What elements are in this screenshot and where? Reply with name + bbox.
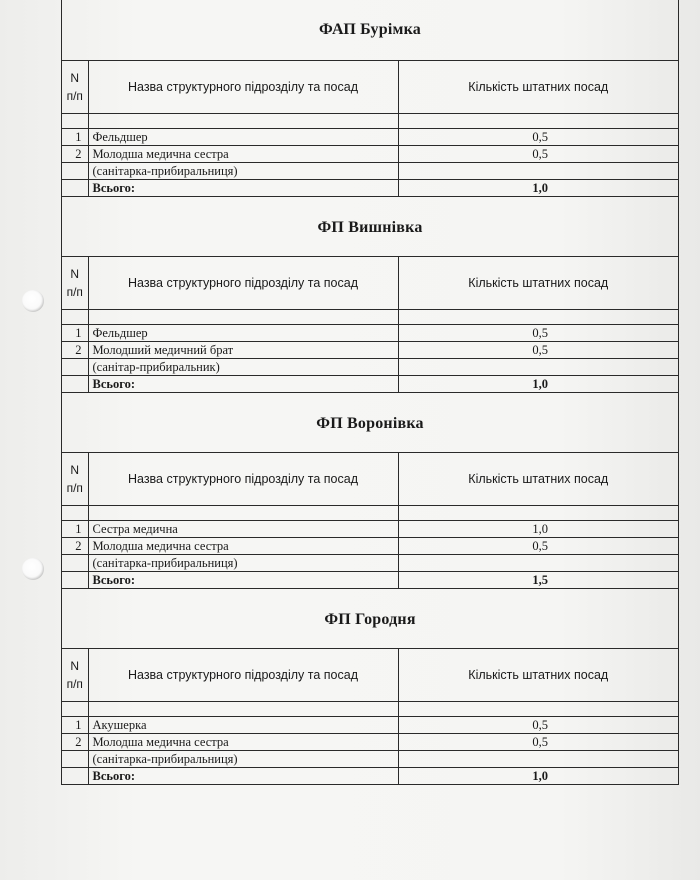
table-row	[62, 129, 678, 146]
total-label: Всього:	[88, 572, 398, 589]
number-column-header: N п/п	[62, 649, 88, 702]
total-row	[62, 768, 678, 785]
row-number: 1	[62, 129, 88, 146]
position-qty: 0,5	[398, 734, 678, 751]
total-row	[62, 376, 678, 393]
row-number: 2	[62, 734, 88, 751]
position-name: Фельдшер	[88, 325, 398, 342]
row-number	[62, 751, 88, 768]
qty-column-header: Кількість штатних посад	[398, 257, 678, 310]
blank-row	[62, 506, 678, 521]
row-number: 2	[62, 342, 88, 359]
section-title: ФП Городня	[62, 588, 678, 649]
position-name: Молодша медична сестра	[88, 146, 398, 163]
table-header-row	[62, 61, 678, 114]
position-name: (санітарка-прибиральниця)	[88, 163, 398, 180]
blank-row	[62, 114, 678, 129]
position-qty: 0,5	[398, 325, 678, 342]
qty-column-header: Кількість штатних посад	[398, 453, 678, 506]
row-number	[62, 359, 88, 376]
staff-table	[62, 453, 678, 588]
table-row	[62, 325, 678, 342]
name-column-header: Назва структурного підрозділу та посад	[88, 453, 398, 506]
table-row	[62, 734, 678, 751]
position-qty	[398, 359, 678, 376]
position-name: Молодша медична сестра	[88, 734, 398, 751]
table-header-row	[62, 257, 678, 310]
table-row	[62, 751, 678, 768]
row-number: 1	[62, 325, 88, 342]
total-label: Всього:	[88, 180, 398, 197]
name-column-header: Назва структурного підрозділу та посад	[88, 61, 398, 114]
row-number: 2	[62, 146, 88, 163]
position-qty	[398, 751, 678, 768]
punch-hole	[22, 290, 44, 312]
position-name: (санітарка-прибиральниця)	[88, 555, 398, 572]
position-name: Сестра медична	[88, 521, 398, 538]
position-qty: 1,0	[398, 521, 678, 538]
position-qty: 0,5	[398, 342, 678, 359]
position-qty: 0,5	[398, 146, 678, 163]
position-name: Фельдшер	[88, 129, 398, 146]
row-number: 2	[62, 538, 88, 555]
table-row	[62, 555, 678, 572]
name-column-header: Назва структурного підрозділу та посад	[88, 257, 398, 310]
table-row	[62, 521, 678, 538]
total-value: 1,5	[398, 572, 678, 589]
position-qty	[398, 555, 678, 572]
qty-column-header: Кількість штатних посад	[398, 61, 678, 114]
position-name: Молодша медична сестра	[88, 538, 398, 555]
punch-hole	[22, 558, 44, 580]
table-row	[62, 717, 678, 734]
staff-table	[62, 257, 678, 392]
staff-table	[62, 649, 678, 784]
table-row	[62, 163, 678, 180]
staff-tables	[61, 0, 679, 785]
position-name: (санітарка-прибиральниця)	[88, 751, 398, 768]
total-value: 1,0	[398, 768, 678, 785]
row-number	[62, 555, 88, 572]
row-number: 1	[62, 717, 88, 734]
total-row	[62, 572, 678, 589]
total-value: 1,0	[398, 180, 678, 197]
position-qty: 0,5	[398, 129, 678, 146]
table-row	[62, 538, 678, 555]
total-label: Всього:	[88, 376, 398, 393]
total-row	[62, 180, 678, 197]
row-number	[62, 163, 88, 180]
position-name: (санітар-прибиральник)	[88, 359, 398, 376]
qty-column-header: Кількість штатних посад	[398, 649, 678, 702]
table-row	[62, 146, 678, 163]
position-qty	[398, 163, 678, 180]
section-horodnia	[62, 588, 678, 784]
table-header-row	[62, 649, 678, 702]
section-burimka	[62, 0, 678, 196]
section-vyshnivka	[62, 196, 678, 392]
position-name: Акушерка	[88, 717, 398, 734]
section-title: ФП Вишнівка	[62, 196, 678, 257]
total-label: Всього:	[88, 768, 398, 785]
position-qty: 0,5	[398, 538, 678, 555]
number-column-header: N п/п	[62, 61, 88, 114]
section-voronivka	[62, 392, 678, 588]
staff-table	[62, 61, 678, 196]
section-title: ФП Воронівка	[62, 392, 678, 453]
name-column-header: Назва структурного підрозділу та посад	[88, 649, 398, 702]
table-row	[62, 342, 678, 359]
table-header-row	[62, 453, 678, 506]
position-qty: 0,5	[398, 717, 678, 734]
number-column-header: N п/п	[62, 453, 88, 506]
table-row	[62, 359, 678, 376]
row-number: 1	[62, 521, 88, 538]
total-value: 1,0	[398, 376, 678, 393]
blank-row	[62, 310, 678, 325]
section-title: ФАП Бурімка	[62, 0, 678, 61]
number-column-header: N п/п	[62, 257, 88, 310]
position-name: Молодший медичний брат	[88, 342, 398, 359]
blank-row	[62, 702, 678, 717]
